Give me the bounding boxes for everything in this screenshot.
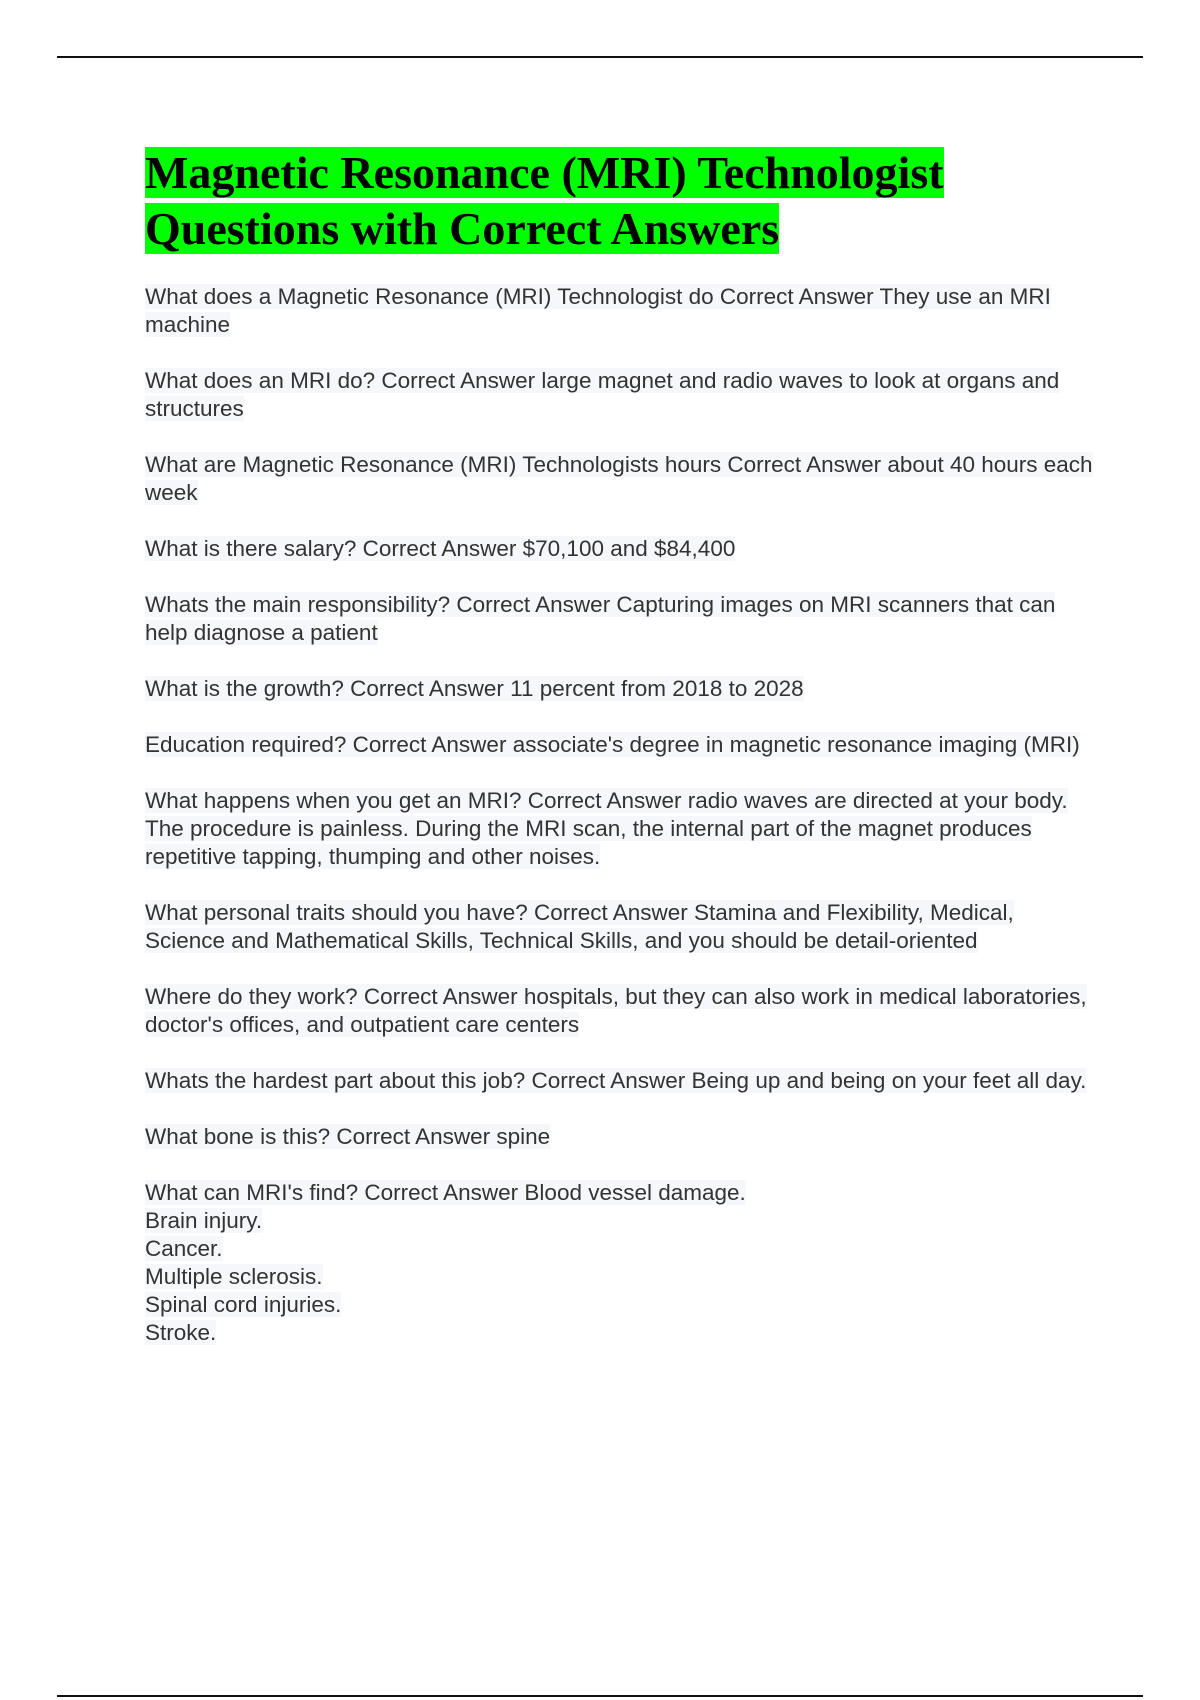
qa-text: What bone is this? Correct Answer spine [145, 1124, 551, 1149]
qa-text: What does an MRI do? Correct Answer large magnet and radio waves to look at organs and structures [145, 368, 1060, 421]
qa-text: What is the growth? Correct Answer 11 percent from 2018 to 2028 [145, 676, 804, 701]
qa-text: What personal traits should you have? Correct Answer Stamina and Flexibility, Medical, Science and Mathematical Skills, Technical Skills, and you should be detail-oriented [145, 900, 1014, 953]
top-rule [57, 56, 1143, 58]
qa-text: Education required? Correct Answer associate's degree in magnetic resonance imaging (MRI) [145, 732, 1080, 757]
qa-item [145, 983, 1095, 1039]
qa-text: What is there salary? Correct Answer $70,100 and $84,400 [145, 536, 736, 561]
qa-text: What are Magnetic Resonance (MRI) Technologists hours Correct Answer about 40 hours each week [145, 452, 1093, 505]
document-title [145, 145, 1095, 257]
qa-item [145, 1067, 1095, 1095]
qa-item [145, 899, 1095, 955]
qa-item [145, 1123, 1095, 1151]
qa-item [145, 535, 1095, 563]
qa-item [145, 731, 1095, 759]
qa-text: Whats the hardest part about this job? Correct Answer Being up and being on your feet all day. [145, 1068, 1087, 1093]
qa-item [145, 591, 1095, 647]
qa-text: Where do they work? Correct Answer hospitals, but they can also work in medical laboratories, doctor's offices, and outpatient care centers [145, 984, 1087, 1037]
qa-text: What can MRI's find? Correct Answer Blood vessel damage. Brain injury. Cancer. Multiple sclerosis. Spinal cord injuries. Stroke. [145, 1180, 746, 1345]
title-line-2: Questions with Correct Answers [145, 203, 780, 254]
qa-item [145, 787, 1095, 871]
qa-text: What happens when you get an MRI? Correct Answer radio waves are directed at your body. The procedure is painless. During the MRI scan, the internal part of the magnet produces repetitive tapping, thumping and other noises. [145, 788, 1068, 869]
qa-item [145, 675, 1095, 703]
qa-item [145, 1179, 1095, 1347]
qa-item [145, 283, 1095, 339]
qa-item [145, 451, 1095, 507]
document-body [145, 145, 1095, 1375]
qa-text: What does a Magnetic Resonance (MRI) Technologist do Correct Answer They use an MRI machine [145, 284, 1051, 337]
title-line-1: Magnetic Resonance (MRI) Technologist [145, 147, 944, 198]
bottom-rule [57, 1695, 1143, 1697]
qa-item [145, 367, 1095, 423]
qa-text: Whats the main responsibility? Correct Answer Capturing images on MRI scanners that can help diagnose a patient [145, 592, 1056, 645]
